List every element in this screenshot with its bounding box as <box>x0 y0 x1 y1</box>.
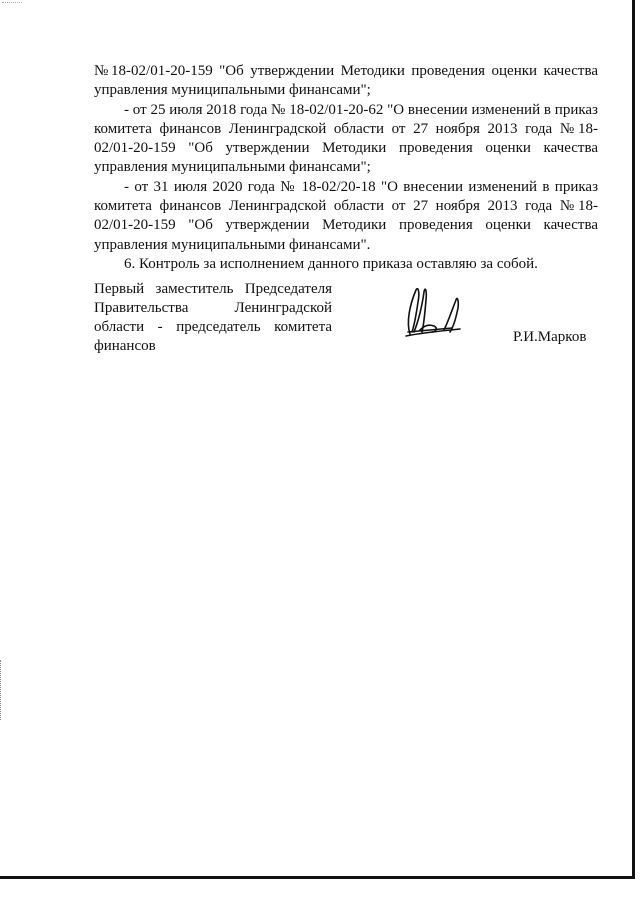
signer-position-line-1: Первый заместитель Председателя <box>94 281 332 297</box>
paragraph-amendment-2020: - от 31 июля 2020 года № 18-02/20-18 "О внесении изменений в приказ комитета финансов Ленинградской области от 27 ноября 2013 года №18-02/01-20-159 "Об утверждении Методики проведения оценки качества управления муниципальными финансами". <box>94 178 598 253</box>
scan-border-bottom <box>0 876 635 879</box>
signer-position-line-2: Правительства Ленинградской <box>94 300 332 316</box>
scan-artifact-top <box>2 2 22 4</box>
signer-position <box>94 280 332 356</box>
scan-artifact-left <box>0 660 2 720</box>
signer-position-line-4: финансов <box>94 338 156 354</box>
document-body <box>94 62 598 274</box>
signer-name: Р.И.Марков <box>513 329 587 345</box>
paragraph-amendment-2018: - от 25 июля 2018 года № 18-02/01-20-62 "О внесении изменений в приказ комитета финансов Ленинградской области от 27 ноября 2013 года №18-02/01-20-159 "Об утверждении Методики проведения оценки качества управления муниципальными финансами"; <box>94 101 598 176</box>
paragraph-item-6: 6. Контроль за исполнением данного приказа оставляю за собой. <box>124 255 538 272</box>
signer-position-line-3: области - председатель комитета <box>94 319 332 335</box>
scan-border-right <box>632 0 635 878</box>
handwritten-signature <box>400 282 470 342</box>
paragraph-continuation: №18-02/01-20-159 "Об утверждении Методики проведения оценки качества управления муниципальными финансами"; <box>94 63 598 99</box>
